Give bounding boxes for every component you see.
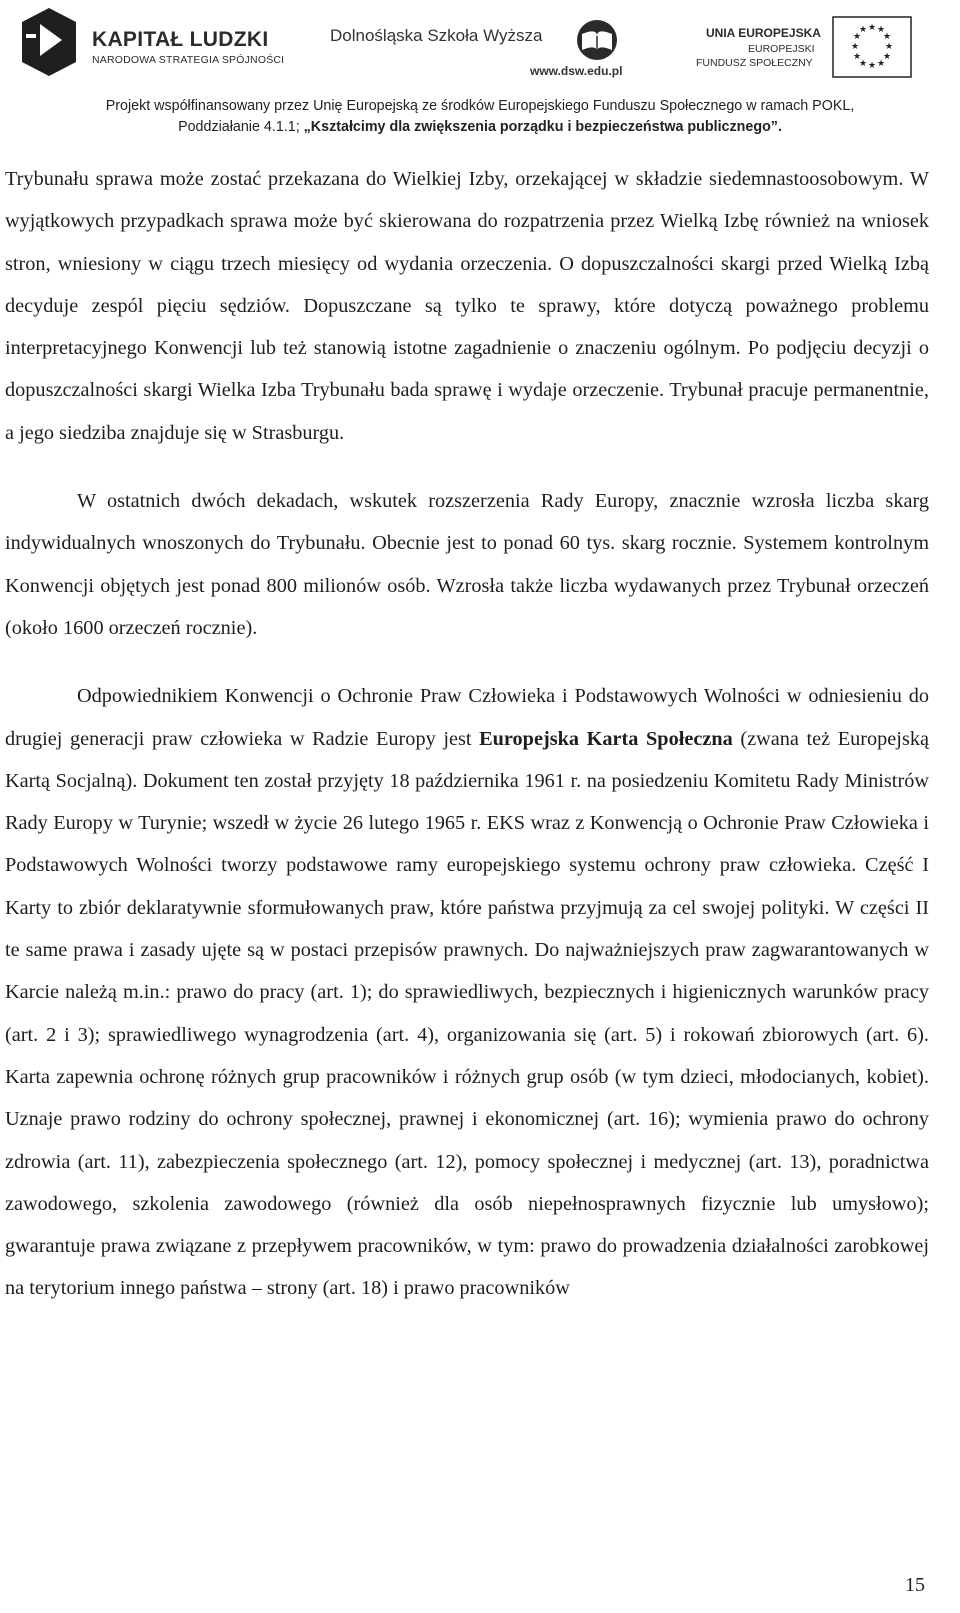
svg-text:★: ★	[867, 61, 877, 71]
dsw-url: www.dsw.edu.pl	[530, 64, 623, 78]
page-number: 15	[905, 1574, 925, 1596]
project-line2-prefix: Poddziałanie 4.1.1;	[178, 119, 304, 135]
paragraph-3-text-b: (zwana też Europejską Kartą Socjalną). Dokument ten został przyjęty 18 października 1961 r. na posiedzeniu Komitetu Rady Ministrów Rady Europy w Turynie; wszedł w życie 26 lutego 1965 r. EKS wraz z Konwencją o Ochronie Praw Człowieka i Podstawowych Wolności tworzy podstawowe ramy europejskiego systemu ochrony praw człowieka. Część I Karty to zbiór deklaratywnie sformułowanych praw, które państwa przyjmują za cel swojej polityki. W części II te same prawa i zasady ujęte są w postaci przepisów prawnych. Do najważniejszych praw zagwarantowanych w Karcie należą m.in.: prawo do pracy (art. 1); do sprawiedliwych, bezpiecznych i higienicznych warunków pracy (art. 2 i 3); sprawiedliwego wynagrodzenia (art. 4), organizowania się (art. 5) i rokowań zbiorowych (art. 6). Karta zapewnia ochronę różnych grup pracowników i różnych grup osób (w tym dzieci, młodocianych, kobiet). Uznaje prawo rodziny do ochrony społecznej, prawnej i ekonomicznej (art. 16); wymienia prawo do ochrony zdrowia (art. 11), zabezpieczenia społecznego (art. 12), pomocy społecznej i medycznej (art. 13), poradnictwa zawodowego, szkolenia zawodowego (również dla osób niepełnosprawnych fizycznie lub umysłowo); gwarantuje prawa związane z przepływem pracowników, w tym: prawo do prowadzenia działalności zarobkowej na terytorium innego państwa – strony (art. 18) i prawo pracowników	[5, 727, 929, 1300]
svg-text:★: ★	[852, 32, 862, 42]
dsw-name: Dolnośląska Szkoła Wyższa	[330, 26, 543, 45]
kapital-ludzki-subtitle: NARODOWA STRATEGIA SPÓJNOŚCI	[92, 54, 285, 66]
svg-text:★: ★	[858, 25, 868, 35]
dsw-logo	[330, 18, 640, 82]
kapital-ludzki-logo	[8, 4, 308, 80]
eu-flag-icon	[832, 16, 912, 78]
svg-text:★: ★	[876, 59, 886, 69]
eu-title: UNIA EUROPEJSKA	[706, 26, 821, 40]
svg-text:★: ★	[850, 42, 860, 52]
paragraph-3	[5, 675, 929, 1309]
book-icon	[570, 18, 624, 62]
paragraph-2-text: W ostatnich dwóch dekadach, wskutek rozszerzenia Rady Europy, znacznie wzrosła liczba skarg indywidualnych wnoszonych do Trybunału. Obecnie jest to ponad 60 tys. skarg rocznie. Systemem kontrolnym Konwencji objętych jest ponad 800 milionów osób. Wzrosła także liczba wydawanych przez Trybunał orzeczeń (około 1600 orzeczeń rocznie).	[5, 490, 929, 639]
project-line2	[0, 117, 960, 138]
svg-text:★: ★	[876, 25, 886, 35]
project-line2-title: „Kształcimy dla zwiększenia porządku i bezpieczeństwa publicznego”.	[303, 119, 782, 135]
svg-text:★: ★	[882, 32, 892, 42]
page-header	[0, 0, 960, 150]
paragraph-3-bold-term: Europejska Karta Społeczna	[479, 727, 733, 750]
paragraph-2	[5, 480, 929, 649]
eu-logo	[696, 16, 946, 80]
paragraph-3-text-a: Odpowiednikiem Konwencji o Ochronie Praw Człowieka i Podstawowych Wolności w odniesieniu do drugiej generacji praw człowieka w Radzie Europy jest	[5, 685, 929, 750]
kapital-ludzki-title: KAPITAŁ LUDZKI	[92, 28, 269, 51]
paragraph-1: Trybunału sprawa może zostać przekazana do Wielkiej Izby, orzekającej w składzie siedemnastoosobowym. W wyjątkowych przypadkach sprawa może być skierowana do rozpatrzenia przez Wielką Izbę również na wniosek stron, wniesiony w ciągu trzech miesięcy od wydania orzeczenia. O dopuszczalności skargi przed Wielką Izbą decyduje zespól pięciu sędziów. Dopuszczane są tylko te sprawy, które dotyczą poważnego problemu interpretacyjnego Konwencji lub też stanowią istotne zagadnienie o znaczeniu ogólnym. Po podjęciu decyzji o dopuszczalności skargi Wielka Izba Trybunału bada sprawę i wydaje orzeczenie. Trybunał pracuje permanentnie, a jego siedziba znajduje się w Strasburgu.	[5, 168, 929, 444]
svg-text:★: ★	[884, 42, 894, 52]
svg-text:★: ★	[867, 23, 877, 33]
svg-text:★: ★	[882, 52, 892, 62]
project-info	[0, 96, 960, 138]
kapital-ludzki-emblem-icon	[18, 6, 80, 78]
eu-line3: FUNDUSZ SPOŁECZNY	[696, 57, 813, 69]
page-content	[5, 158, 929, 1310]
eu-line2: EUROPEJSKI	[748, 43, 815, 55]
svg-text:★: ★	[852, 52, 862, 62]
project-line1: Projekt współfinansowany przez Unię Europejską ze środków Europejskiego Funduszu Społecznego w ramach POKL,	[105, 98, 855, 114]
svg-text:★: ★	[858, 59, 868, 69]
